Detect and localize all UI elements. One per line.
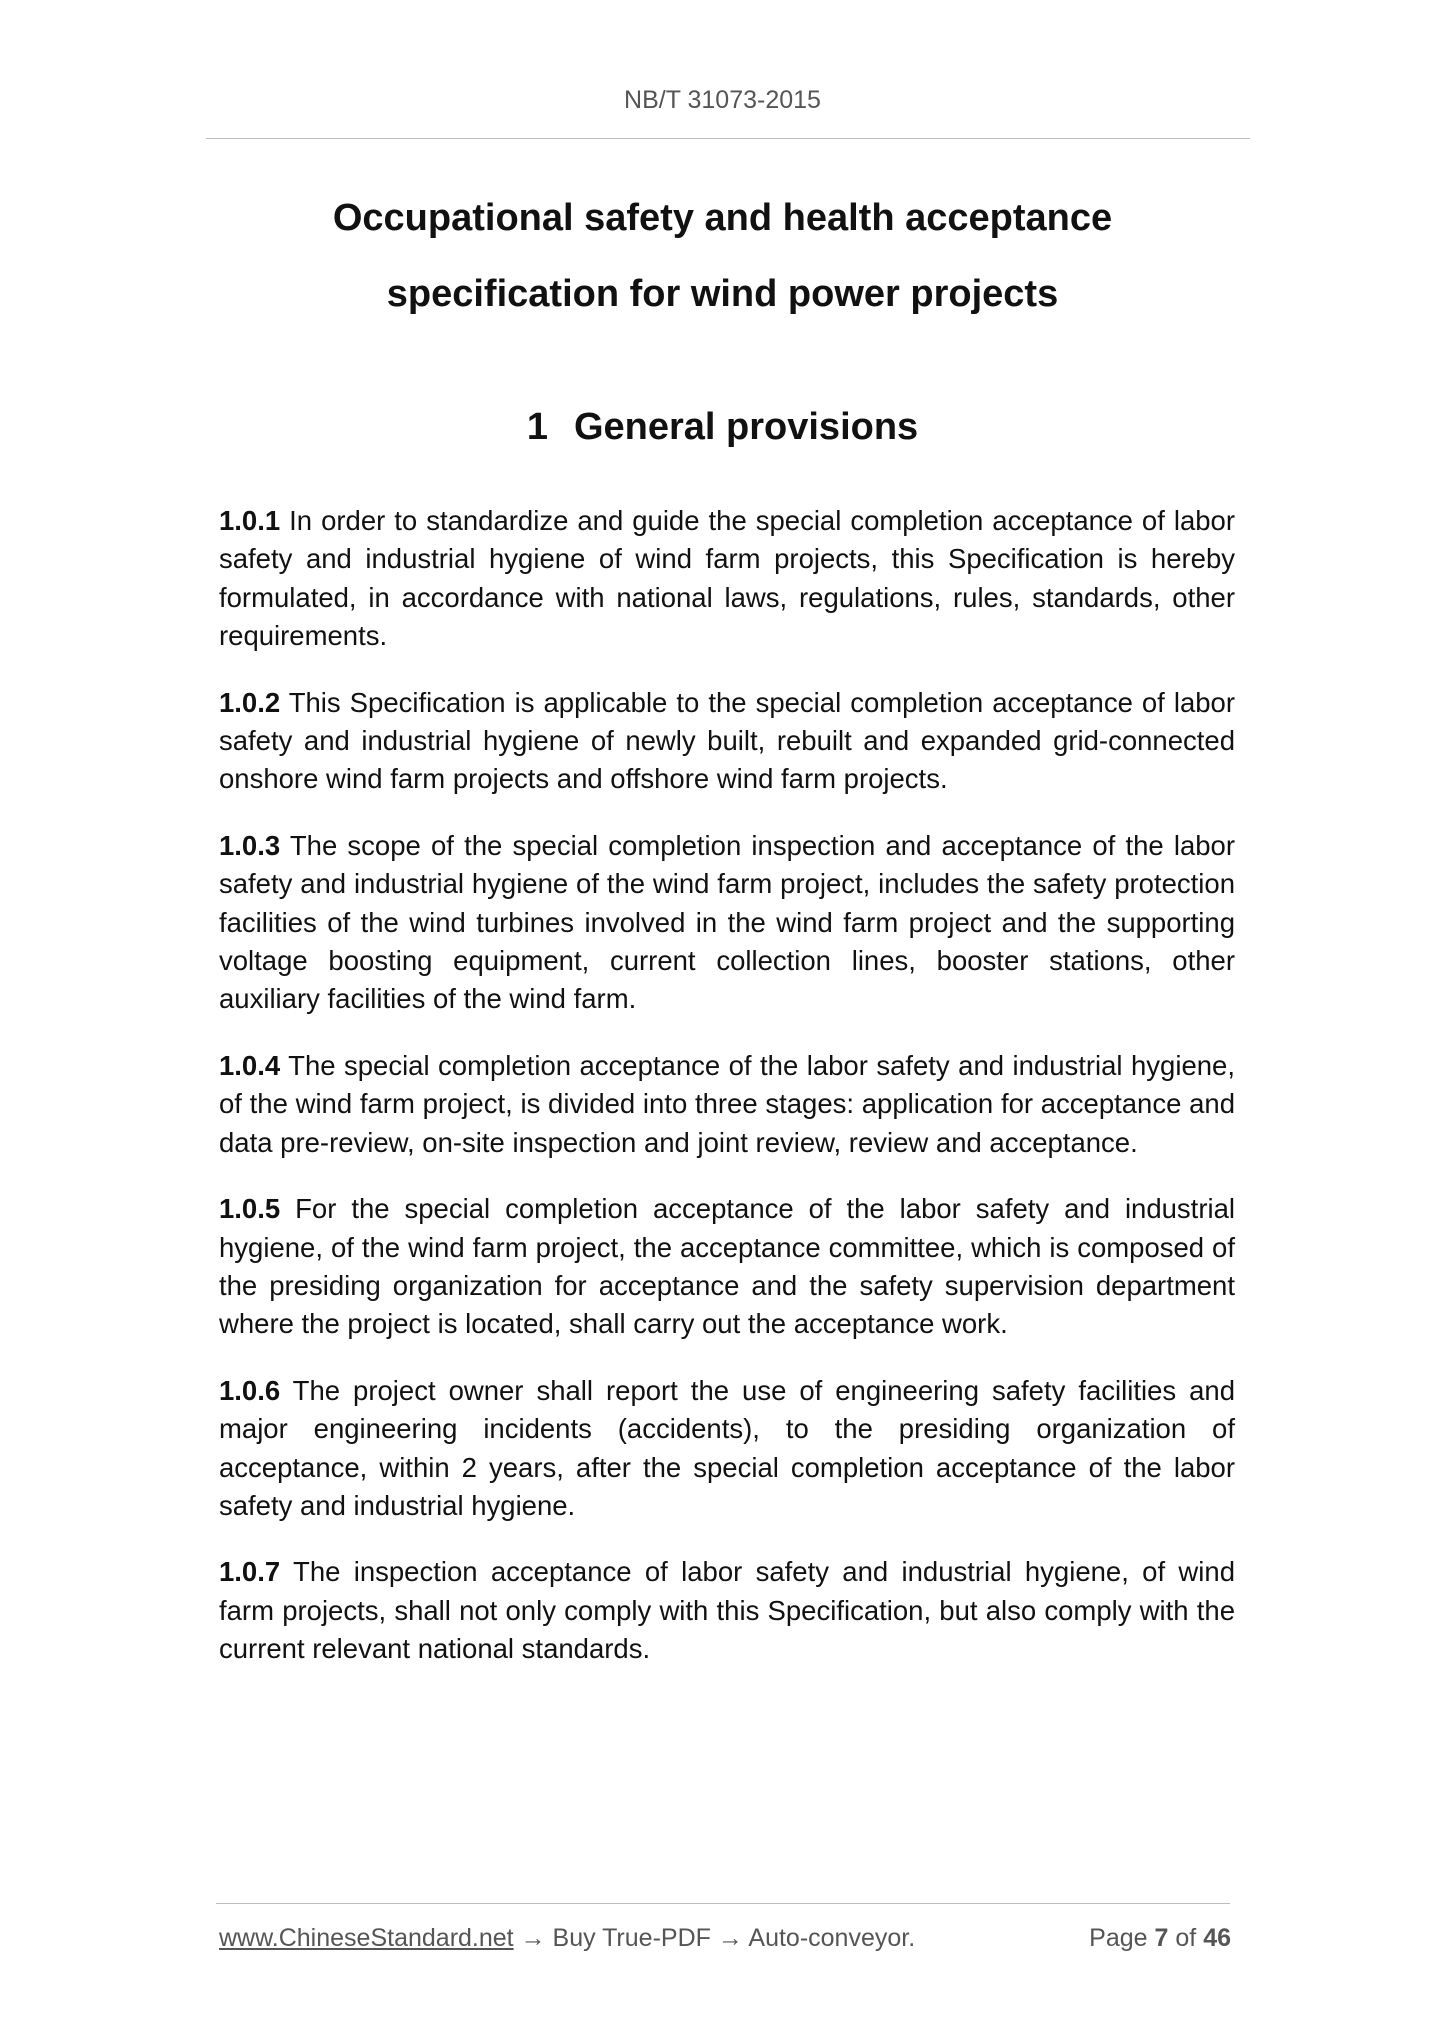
clause-number: 1.0.2 — [219, 686, 281, 718]
clause-1-0-7 — [219, 1553, 1235, 1668]
footer-promo — [219, 1924, 915, 1953]
clause-1-0-2 — [219, 684, 1235, 799]
page-total: 46 — [1203, 1924, 1231, 1952]
clause-text: The special completion acceptance of the labor safety and industrial hygiene, of the wind farm project, is divided into three stages: application for acceptance and data pre-review, on-site inspection and joint review, review and acceptance. — [219, 1049, 1235, 1158]
clause-number: 1.0.1 — [219, 505, 281, 536]
clause-1-0-4 — [219, 1047, 1235, 1162]
page-current: 7 — [1154, 1924, 1169, 1952]
page-label: Page — [1089, 1924, 1148, 1952]
clause-text: The inspection acceptance of labor safety and industrial hygiene, of wind farm projects, shall not only comply with this Specification, but also comply with the current relevant national standards. — [219, 1556, 1235, 1665]
clause-number: 1.0.3 — [219, 829, 281, 861]
clause-text: The project owner shall report the use of engineering safety facilities and major engineering incidents (accidents), to the presiding organization of acceptance, within 2 years, after the special completion acceptance of the labor safety and industrial hygiene. — [219, 1374, 1235, 1521]
chapter-heading — [0, 406, 1445, 449]
chapter-number: 1 — [526, 406, 548, 448]
clause-text: In order to standardize and guide the special completion acceptance of labor safety and industrial hygiene of wind farm projects, this Specification is hereby formulated, in accordance with national laws, regulations, rules, standards, other requirements. — [219, 505, 1236, 652]
footer-promo-text: → Buy True-PDF → Auto-conveyor. — [513, 1924, 916, 1952]
clause-number: 1.0.6 — [219, 1374, 281, 1406]
clause-list — [219, 502, 1235, 1697]
clause-1-0-6 — [219, 1372, 1235, 1526]
header-divider — [206, 138, 1250, 139]
of-label: of — [1175, 1924, 1197, 1952]
footer-divider — [216, 1903, 1230, 1904]
clause-text: The scope of the special completion inspection and acceptance of the labor safety and industrial hygiene of the wind farm project, includes the safety protection facilities of the wind turbines involved in the wind farm project and the supporting voltage boosting equipment, current collection lines, booster stations, other auxiliary facilities of the wind farm. — [219, 829, 1235, 1015]
website-link[interactable]: www.ChineseStandard.net — [219, 1924, 514, 1952]
document-title-line-1: Occupational safety and health acceptance — [332, 197, 1113, 239]
page-indicator — [1089, 1924, 1231, 1953]
standard-code: NB/T 31073-2015 — [624, 86, 821, 114]
clause-number: 1.0.4 — [219, 1049, 281, 1081]
clause-text: This Specification is applicable to the special completion acceptance of labor safety and industrial hygiene of newly built, rebuilt and expanded grid-connected onshore wind farm projects and offshore wind farm projects. — [219, 686, 1235, 795]
clause-text: For the special completion acceptance of the labor safety and industrial hygiene, of the wind farm project, the acceptance committee, which is composed of the presiding organization for acceptance and the safety supervision department where the project is located, shall carry out the acceptance work. — [219, 1193, 1235, 1340]
clause-1-0-5 — [219, 1190, 1235, 1344]
document-title-line-2: specification for wind power projects — [386, 273, 1059, 315]
clause-number: 1.0.7 — [219, 1556, 281, 1588]
clause-1-0-3 — [219, 827, 1235, 1019]
chapter-title: General provisions — [573, 406, 919, 448]
clause-1-0-1 — [219, 502, 1235, 656]
document-title — [0, 180, 1445, 332]
clause-number: 1.0.5 — [219, 1193, 281, 1225]
